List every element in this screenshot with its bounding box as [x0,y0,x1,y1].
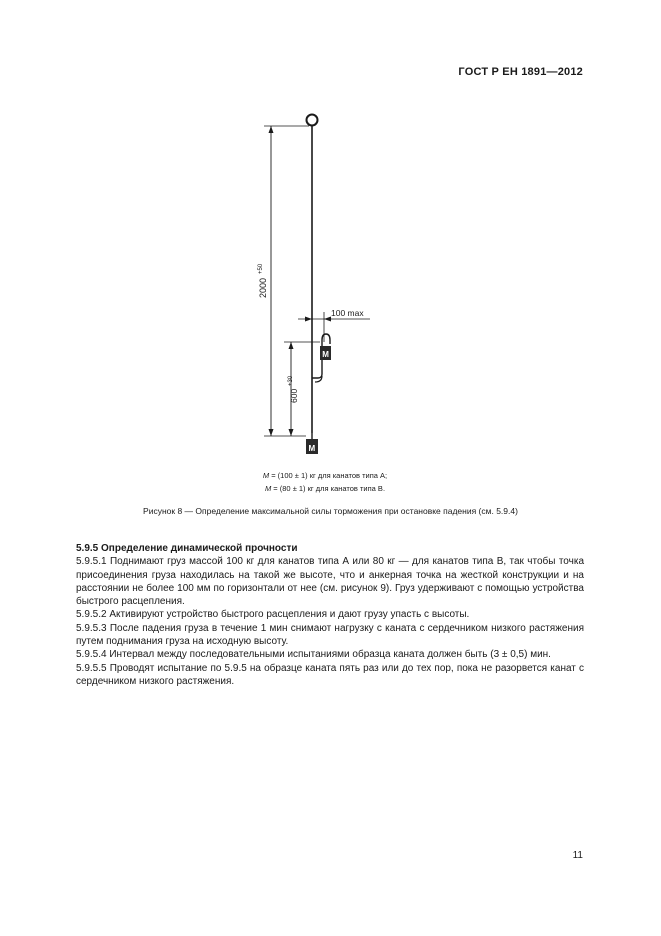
dim-lower-arrow-top [289,342,294,349]
dim-total-label: 2000 [258,277,268,298]
anchor-ring [307,115,318,126]
lower-weight-label: M [308,444,316,453]
paragraph-5-9-5-2: 5.9.5.2 Активируют устройство быстрого расцепления и дают грузу упасть с высоты. [76,609,470,621]
dim-total-tolerance: +50 [258,263,264,274]
dim-offset-label: 100 max [331,308,364,318]
page-number: 11 [572,850,583,861]
dim-lower-label: 600 [289,388,299,403]
paragraph-5-9-5-3: 5.9.5.3 После падения груза в течение 1 мин снимают нагрузку с каната с сердечником низкого растяжения путем поднимания груза на исходную высоту. [76,622,584,648]
note-type-a: M = (100 ± 1) кг для канатов типа А; [262,471,388,480]
dim-lower-arrow-bottom [289,429,294,436]
paragraph-5-9-5-5: 5.9.5.5 Проводят испытание по 5.9.5 на образце каната пять раз или до тех пор, пока не разорвется канат с сердечником низкого растяжения. [76,662,584,687]
dim-total-arrow-bottom [269,429,274,436]
figure-caption: Рисунок 8 — Определение максимальной силы торможения при остановке падения (см. 5.9.4) [143,506,518,516]
dim-offset-arrow-left [305,317,312,322]
paragraph-5-9-5-4: 5.9.5.4 Интервал между последовательными испытаниями образца каната должен быть (3 ± 0,5) мин. [76,649,551,661]
figure-notes [180,469,470,495]
dim-total-arrow-top [269,126,274,133]
document-header: ГОСТ Р ЕН 1891—2012 [458,66,583,78]
section-title: 5.9.5 Определение динамической прочности [76,543,298,554]
paragraph-5-9-5-1: 5.9.5.1 Поднимают груз массой 100 кг для канатов типа А или 80 кг — для канатов типа В, так чтобы точка присоединения груза находилась на такой же высоте, что и анкерная точка на жесткой конструкции и на расстоянии не более 100 мм по горизонтали от нее (см. рисунок 9). Груз удерживают с помощью устройства быстрого расцепления. [76,556,584,608]
dim-lower-tolerance: +30 [288,375,294,386]
section-5-9-5 [76,542,584,688]
upper-weight-label: M [322,350,329,359]
note-type-b: M = (80 ± 1) кг для канатов типа В. [264,484,386,493]
dim-offset-arrow-right [324,317,331,322]
